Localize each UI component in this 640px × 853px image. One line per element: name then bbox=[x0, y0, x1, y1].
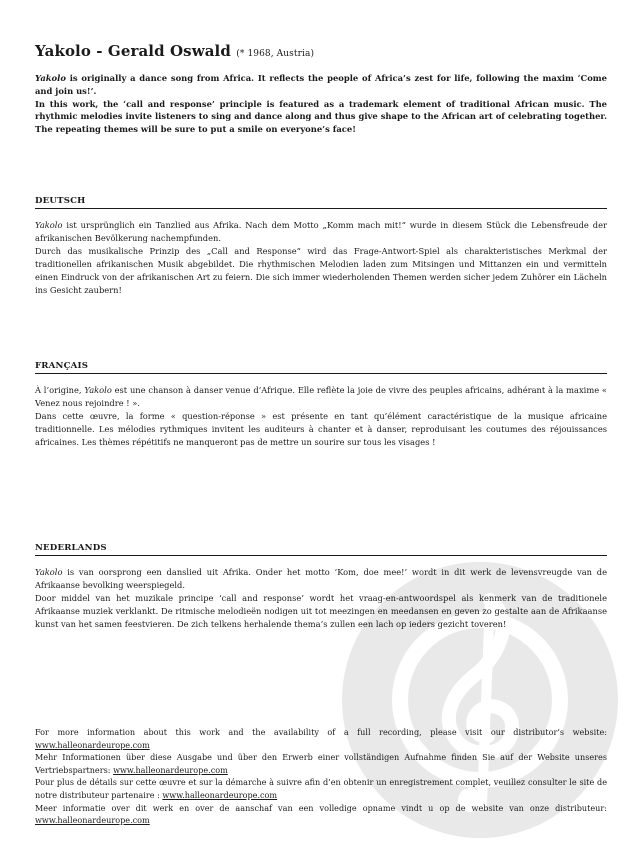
intro-work-title: Yakolo bbox=[35, 73, 66, 83]
footer-text: Mehr Informationen über diese Ausgabe und über den Erwerb einer vollständigen Aufnahme finden Sie auf der Website unseres Vertriebspartners: bbox=[35, 752, 607, 775]
section-body-deutsch bbox=[35, 219, 607, 297]
footer-french bbox=[35, 776, 607, 801]
section-body-francais bbox=[35, 384, 607, 449]
paragraph-text: À l’origine, bbox=[35, 385, 85, 395]
paragraph-text: is van oorsprong een danslied uit Afrika. Onder het motto ‘Kom, doe mee!’ wordt in dit werk de levensvreugde van de Afrikaanse bevolking weerspiegeld. bbox=[35, 567, 607, 590]
paragraph bbox=[35, 566, 607, 592]
paragraph: Door middel van het muzikale principe ‘call and response’ wordt het vraag-en-antwoordspel als kenmerk van de traditionele Afrikaanse muziek verklankt. De ritmische melodieën nodigen uit tot meezingen en meedansen en geven zo gestalte aan de Afrikaanse kunst van het samen feestvieren. De zich telkens herhalende thema’s zullen een lach op ieders gezicht toveren! bbox=[35, 593, 607, 629]
section-nederlands bbox=[35, 543, 607, 631]
distributor-link[interactable]: www.halleonardeurope.com bbox=[35, 739, 150, 750]
distributor-link[interactable]: www.halleonardeurope.com bbox=[35, 815, 150, 826]
footer-text: For more information about this work and the availability of a full recording, please visit our distributor’s website: bbox=[35, 727, 607, 737]
section-deutsch bbox=[35, 196, 607, 297]
intro-line2: In this work, the ‘call and response’ principle is featured as a trademark element of traditional African music. The rhythmic melodies invite listeners to sing and dance along and thus give shape to the African art of celebrating together. The repeating themes will be sure to put a smile on everyone’s face! bbox=[35, 98, 607, 135]
distributor-link[interactable]: www.halleonardeurope.com bbox=[162, 789, 278, 800]
section-heading-nederlands: NEDERLANDS bbox=[35, 543, 607, 556]
title-main: Yakolo - Gerald Oswald bbox=[35, 42, 231, 60]
section-francais bbox=[35, 361, 607, 449]
footer-german bbox=[35, 751, 607, 776]
paragraph: Durch das musikalische Prinzip des „Call and Response“ wird das Frage-Antwort-Spiel als charakteristisches Merkmal der traditionellen afrikanischen Musik abgebildet. Die rhythmischen Melodien laden zum Mitsingen und Mittanzen ein und vermitteln einen Eindruck von der afrikanischen Art zu feiern. Die sich immer wiederholenden Themen werden sicher jedem Zuhörer ein Lächeln ins Gesicht zaubern! bbox=[35, 246, 607, 295]
footer-dutch bbox=[35, 802, 607, 827]
section-heading-deutsch: DEUTSCH bbox=[35, 196, 607, 209]
section-body-nederlands bbox=[35, 566, 607, 631]
work-title: Yakolo bbox=[35, 567, 63, 577]
intro-english bbox=[35, 72, 607, 136]
footer-info bbox=[35, 726, 607, 827]
footer-text: Pour plus de détails sur cette œuvre et sur la démarche à suivre afin d’en obtenir un enregistrement complet, veuillez consulter le site de notre distributeur partenaire : bbox=[35, 777, 607, 800]
distributor-link[interactable]: www.halleonardeurope.com bbox=[113, 764, 228, 775]
work-title: Yakolo bbox=[84, 385, 112, 395]
paragraph bbox=[35, 219, 607, 245]
paragraph: Dans cette œuvre, la forme « question-réponse » est présente en tant qu’élément caractéristique de la musique africaine traditionnelle. Les mélodies rythmiques invitent les auditeurs à chanter et à danser, reproduisant les coutumes des réjouissances africaines. Les thèmes répétitifs ne manqueront pas de mettre un sourire sur tous les visages ! bbox=[35, 411, 607, 447]
paragraph bbox=[35, 384, 607, 410]
work-title: Yakolo bbox=[35, 220, 63, 230]
section-heading-francais: FRANÇAIS bbox=[35, 361, 607, 374]
footer-text: Meer informatie over dit werk en over de aanschaf van een volledige opname vindt u op de website van onze distributeur: bbox=[35, 802, 607, 813]
paragraph-text: ist ursprünglich ein Tanzlied aus Afrika. Nach dem Motto „Komm mach mit!“ wurde in diesem Stück die Lebensfreude der afrikanischen Bevölkerung nachempfunden. bbox=[35, 220, 607, 243]
intro-line1: is originally a dance song from Africa. It reflects the people of Africa’s zest for life, following the maxim ‘Come and join us!’. bbox=[35, 73, 607, 96]
paragraph-text: est une chanson à danser venue d’Afrique. Elle reflète la joie de vivre des peuples africains, adhérant à la maxime « Venez nous rejoindre ! ». bbox=[35, 385, 607, 408]
document-title bbox=[35, 42, 615, 60]
footer-english bbox=[35, 726, 607, 751]
title-subtitle: (* 1968, Austria) bbox=[236, 49, 315, 59]
